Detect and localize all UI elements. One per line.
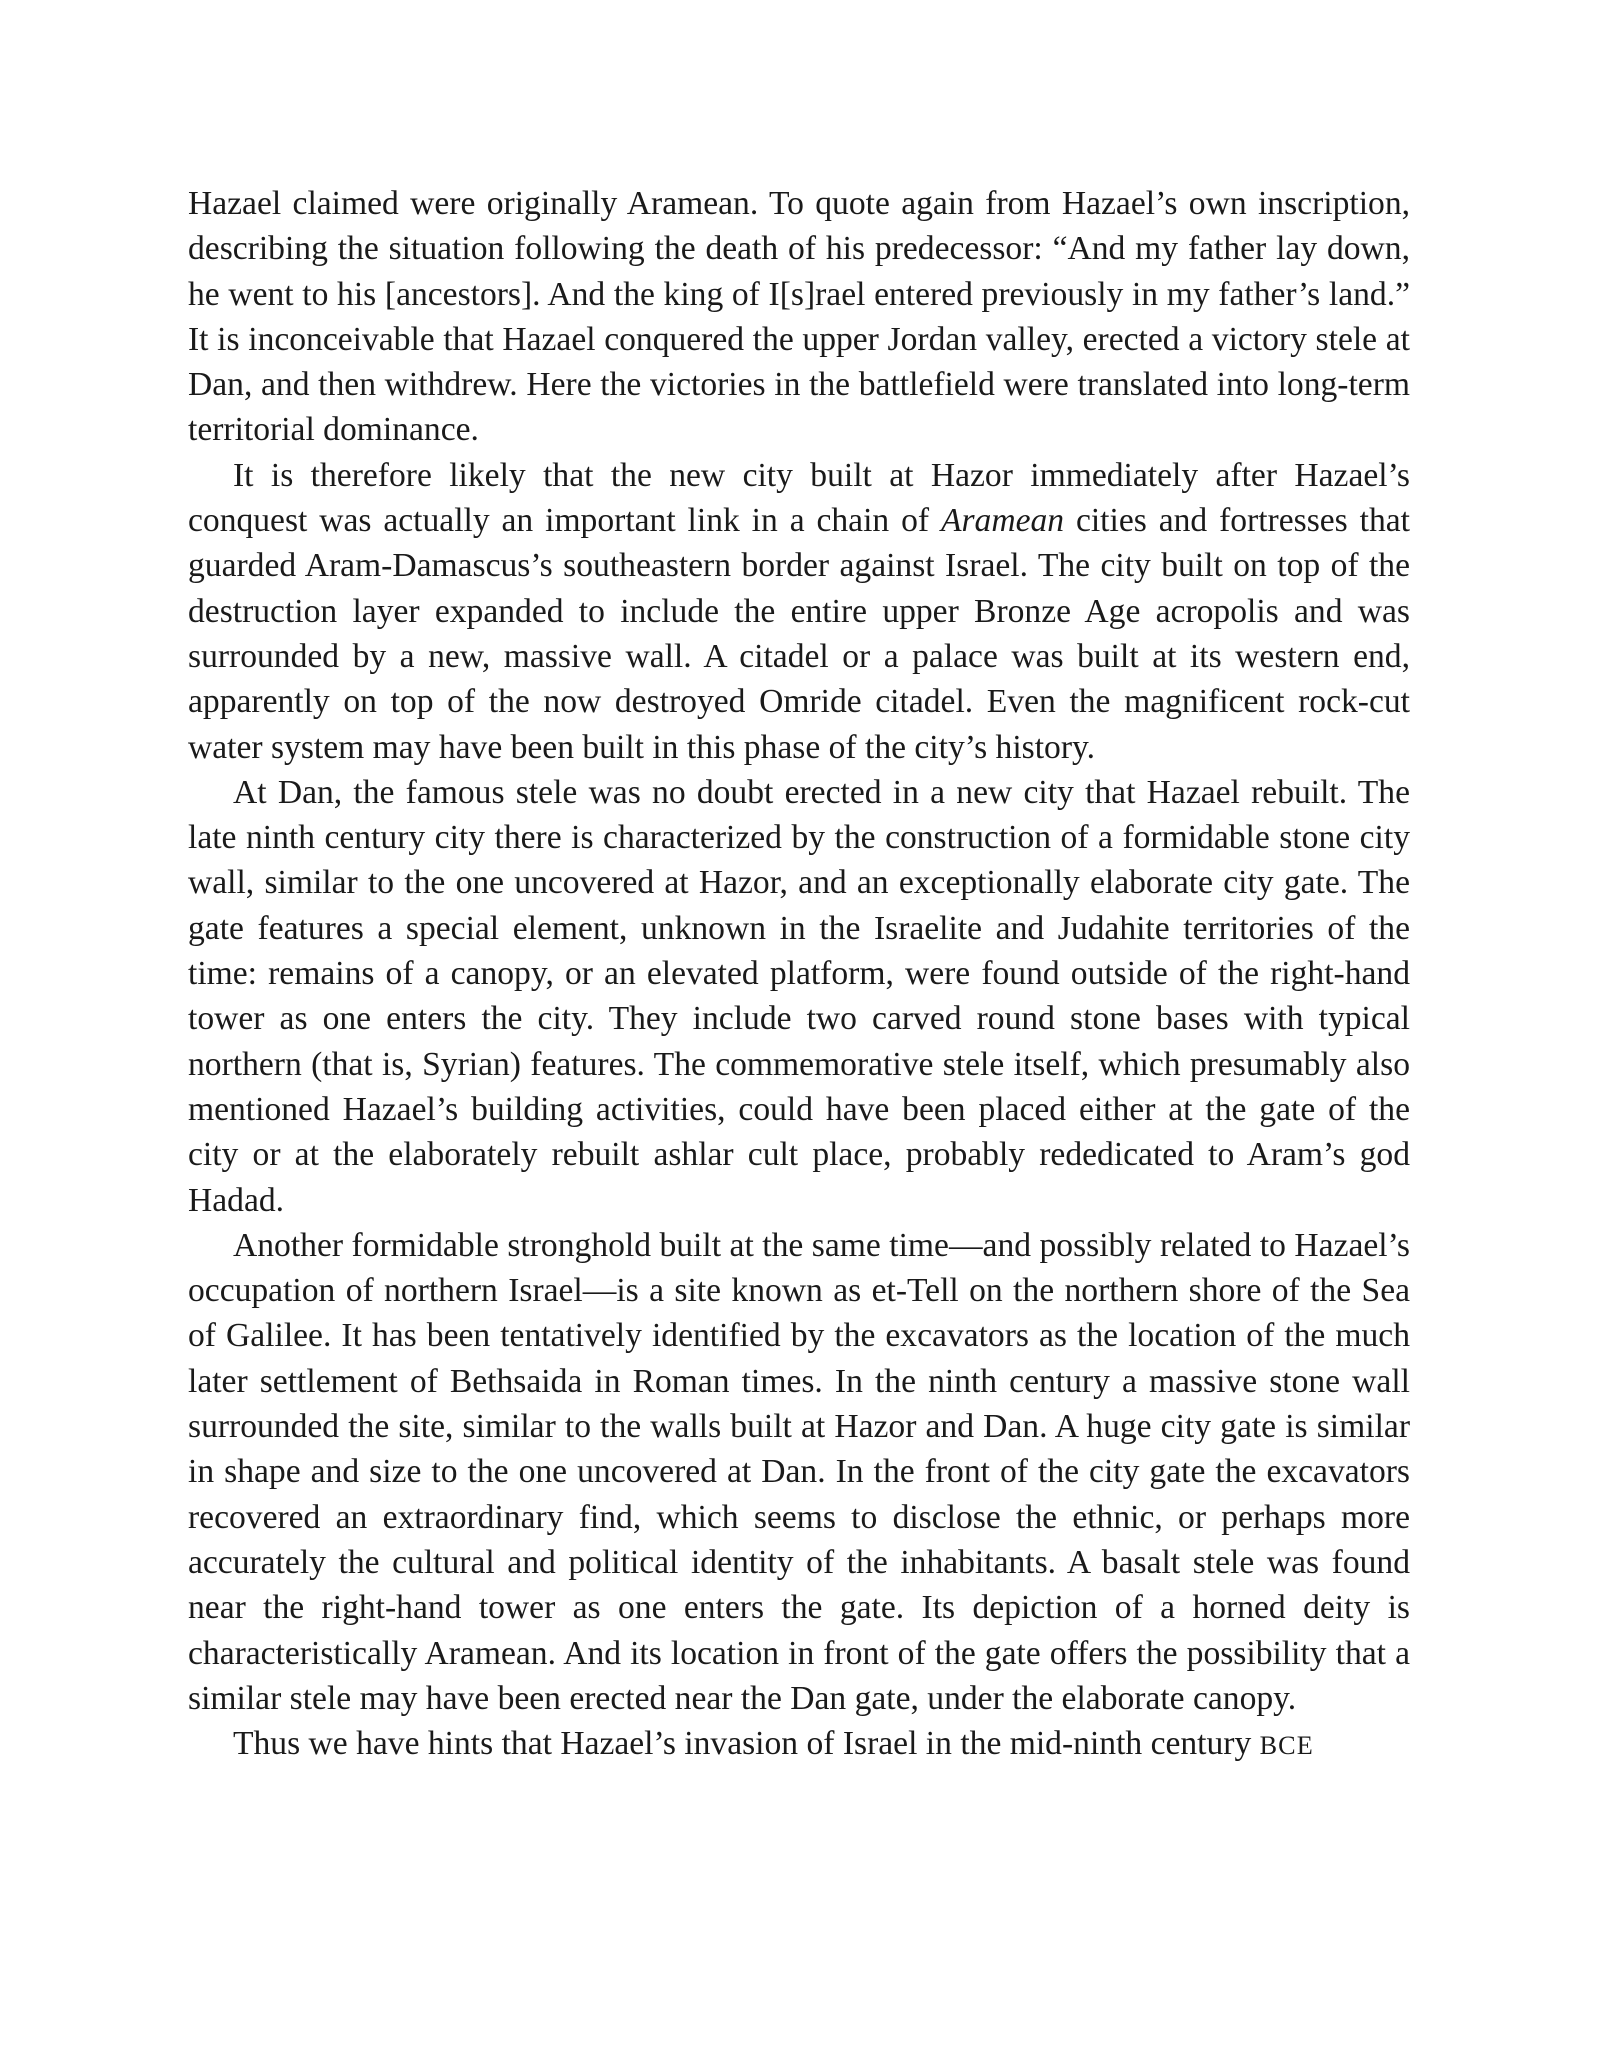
paragraph-text: Another formidable stronghold built at the same time—and possibly related to Hazael’s occupation of northern Israel—is a site known as et-Tell on the northern shore of the Sea of Galilee. It has been tentatively identified by the excavators as the location of the much later settlement of Bethsaida in Roman times. In the ninth century a massive stone wall surrounded the site, similar to the walls built at Hazor and Dan. A huge city gate is similar in shape and size to the one uncovered at Dan. In the front of the city gate the excavators recovered an extraordinary find, which seems to disclose the ethnic, or perhaps more accurately the cultural and political identity of the inhabitants. A basalt stele was found near the right-hand tower as one enters the gate. Its depiction of a horned deity is characteristically Aramean. And its location in front of the gate offers the possibility that a similar stele may have been erected near the Dan gate, under the elaborate canopy.: [188, 1226, 1410, 1717]
paragraph-text: cities and fortresses that guarded Aram-Damascus’s southeastern border against Israel. The city built on top of the destruction layer expanded to include the entire upper Bronze Age acropolis and was surrounded by a new, massive wall. A citadel or a palace was built at its western end, apparently on top of the now destroyed Omride citadel. Even the magnificent rock-cut water system may have been built in this phase of the city’s history.: [188, 502, 1410, 766]
paragraph-text: Thus we have hints that Hazael’s invasion of Israel in the mid-ninth century: [233, 1725, 1260, 1763]
paragraph-dan-stele: [188, 770, 1410, 1223]
paragraph-text: It is therefore likely that the new city built at Hazor immediately after Hazael’s conquest was actually an important link in a chain of: [188, 456, 1410, 540]
era-abbreviation: BCE: [1259, 1731, 1314, 1761]
italic-term: Aramean: [940, 502, 1065, 540]
paragraph-text: At Dan, the famous stele was no doubt erected in a new city that Hazael rebuilt. The late ninth century city there is characterized by the construction of a formidable stone city wall, similar to the one uncovered at Hazor, and an exceptionally elaborate city gate. The gate features a special element, unknown in the Israelite and Judahite territories of the time: remains of a canopy, or an elevated platform, were found outside of the right-hand tower as one enters the city. They include two carved round stone bases with typical northern (that is, Syrian) features. The commemorative stele itself, which presumably also mentioned Hazael’s building activities, could have been placed either at the gate of the city or at the elaborately rebuilt ashlar cult place, probably rededicated to Aram’s god Hadad.: [188, 773, 1410, 1219]
paragraph-hazor-aramean-city: [188, 453, 1410, 770]
paragraph-hazael-inscription: [188, 181, 1410, 453]
paragraph-text: Hazael claimed were originally Aramean. To quote again from Hazael’s own inscription, describing the situation following the death of his predecessor: “And my father lay down, he went to his [ancestors]. And the king of I[s]rael entered previously in my father’s land.” It is inconceivable that Hazael conquered the upper Jordan valley, erected a victory stele at Dan, and then withdrew. Here the victories in the battlefield were translated into long-term territorial dominance.: [188, 185, 1410, 449]
paragraph-et-tell: [188, 1223, 1410, 1721]
paragraph-conclusion: [188, 1721, 1410, 1768]
body-text: [188, 181, 1410, 1768]
